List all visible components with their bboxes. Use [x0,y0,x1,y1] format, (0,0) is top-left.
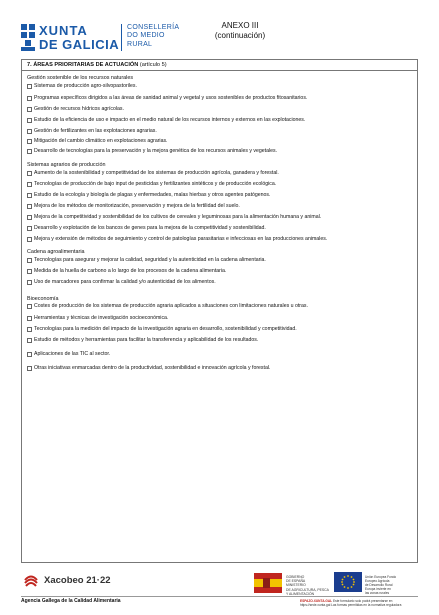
checkbox-item[interactable]: Sistemas de producción agro-silvopastoriles. [27,83,137,90]
submission-note: ESPAZO.XUNTA.GAL Este formulario solo podrá presentarse en https://sede.xunta.gal Las formas permitidas en la normativa reguladora [300,599,402,607]
sede-link[interactable]: ESPAZO.XUNTA.GAL [300,599,333,603]
checkbox[interactable] [27,327,32,332]
conselleria-name: CONSELLERÍA DO MEDIO RURAL [127,24,180,48]
checkbox-item[interactable]: Gestión de recursos hídricos agrícolas. [27,106,124,113]
logo-square [29,24,35,30]
checkbox[interactable] [27,226,32,231]
checkbox[interactable] [27,96,32,101]
checkbox[interactable] [27,171,32,176]
checkbox[interactable] [27,204,32,209]
checkbox[interactable] [27,258,32,263]
checkbox[interactable] [27,269,32,274]
annex-subtitle: (continuación) [214,31,266,40]
checkbox-item[interactable]: Tecnologías para asegurar y mejorar la calidad, seguridad y la autenticidad en la cadena alimentaria. [27,257,266,264]
priority-areas-box [21,59,418,563]
checkbox-item[interactable]: Estudio de métodos y herramientas para facilitar la transferencia y aplicabilidad de los resultados. [27,337,258,344]
eu-fund-text: Unión Europea Fondo Europeo Agrícola de Desarrollo Rural Europa invierte en las zonas rurales [365,575,397,595]
title-divider [22,70,417,71]
checkbox[interactable] [27,84,32,89]
checkbox[interactable] [27,352,32,357]
checkbox-item[interactable]: Costes de producción de los sistemas de producción agraria aplicados a situaciones con limitaciones naturales u otras. [27,303,308,310]
logo-square [29,32,35,38]
checkbox[interactable] [27,182,32,187]
checkbox[interactable] [27,316,32,321]
checkbox-item[interactable]: Aplicaciones de las TIC al sector. [27,351,110,358]
checkbox-item[interactable]: Gestión de fertilizantes en las explotaciones agrarias. [27,128,157,135]
xacobeo-logo-text: Xacobeo 21·22 [44,575,111,586]
checkbox-item[interactable]: Tecnologías para la medición del impacto de la investigación agraria en desarrollo, sostenibilidad y competitividad. [27,326,297,333]
checkbox[interactable] [27,215,32,220]
checkbox-item[interactable]: Mejora de la competitividad y sostenibilidad de los cultivos de cereales y leguminosas para la alimentación humana y animal. [27,214,321,221]
logo-square [25,40,31,46]
ministry-text: GOBIERNO DE ESPAÑA MINISTERIO DE AGRICULTURA, PESCA Y ALIMENTACIÓN [286,575,329,596]
checkbox[interactable] [27,304,32,309]
checkbox[interactable] [27,237,32,242]
logo-square [21,32,27,38]
section-title: Cadena agroalimentaria [27,249,85,255]
checkbox-item[interactable]: Desarrollo y explotación de los bancos de genes para la mejora de la competitividad y sostenibilidad. [27,225,266,232]
checkbox-item[interactable]: Mejora y extensión de métodos de seguimiento y control de patologías parasitarias e infecciosas en las producciones animales. [27,236,327,243]
checkbox-item[interactable]: Otras iniciativas enmarcadas dentro de la productividad, sostenibilidad e innovación agrícola y forestal. [27,365,270,372]
eu-flag-icon [334,572,362,592]
checkbox[interactable] [27,193,32,198]
checkbox-item[interactable]: Medida de la huella de carbono a lo largo de los procesos de la cadena alimentaria. [27,268,226,275]
checkbox-item[interactable]: Mejora de los métodos de monitorización, preservación y mejora de la fertilidad del suelo. [27,203,240,210]
logo-square [21,24,27,30]
section-title: Sistemas agrarios de producción [27,162,106,168]
annex-title: ANEXO III [221,21,259,30]
checkbox[interactable] [27,139,32,144]
checkbox[interactable] [27,280,32,285]
agency-name: Agencia Gallega de la Calidad Alimentaria [21,598,121,604]
annex-heading [205,21,275,41]
xunta-wordmark: XUNTA [39,23,88,38]
checkbox[interactable] [27,129,32,134]
spain-coat-of-arms-icon [254,573,282,593]
checkbox[interactable] [27,107,32,112]
xunta-wordmark-2: DE GALICIA [39,37,120,52]
checkbox-item[interactable]: Tecnologías de producción de bajo input de pesticidas y fertilizantes sintéticos y de producción ecológica. [27,181,276,188]
checkbox[interactable] [27,149,32,154]
form-section-title: 7. ÁREAS PRIORITARIAS DE ACTUACIÓN (artículo 5) [27,62,167,68]
xacobeo-logo-icon [23,572,39,588]
footer-divider [21,596,418,597]
logo-square [21,47,35,51]
header-divider [121,24,122,51]
checkbox-item[interactable]: Programas específicos dirigidos a las áreas de sanidad animal y vegetal y usos sostenibles de productos fitosanitarios. [27,95,307,102]
checkbox-item[interactable]: Desarrollo de tecnologías para la preservación y la mejora genética de los recursos animales y vegetales. [27,148,277,155]
checkbox[interactable] [27,118,32,123]
section-title: Bioeconomía [27,296,59,302]
checkbox-item[interactable]: Aumento de la sostenibilidad y competitividad de los sistemas de producción agrícola, ganadera y forestal. [27,170,279,177]
checkbox-item[interactable]: Herramientas y técnicas de investigación socioeconómica. [27,315,168,322]
section-title: Gestión sostenible de los recursos naturales [27,75,134,81]
checkbox-item[interactable]: Estudio de la ecología y biología de plagas y enfermedades, malas hierbas y otros agentes patógenos. [27,192,270,199]
checkbox-item[interactable]: Uso de marcadores para confirmar la calidad y/o autenticidad de los alimentos. [27,279,216,286]
checkbox-item[interactable]: Estudio de la eficiencia de uso e impacto en el medio natural de los recursos internos y externos en las explotaciones. [27,117,305,124]
checkbox[interactable] [27,366,32,371]
checkbox-item[interactable]: Mitigación del cambio climático en explotaciones agrarias. [27,138,168,145]
checkbox[interactable] [27,338,32,343]
